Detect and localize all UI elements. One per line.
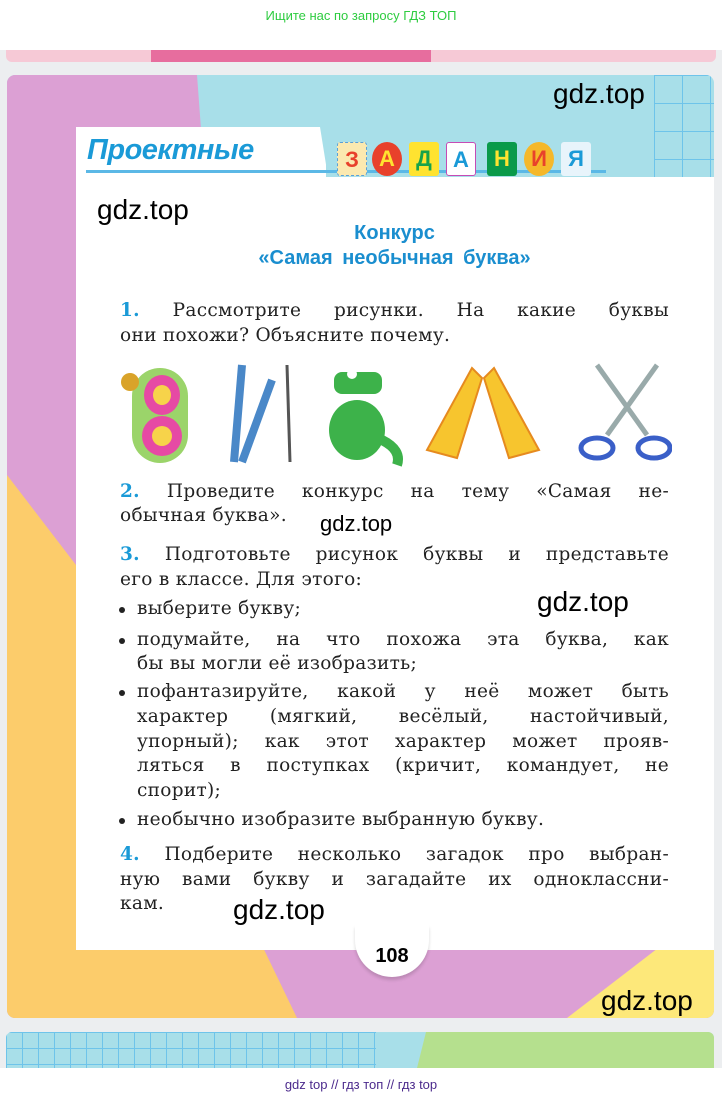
header-letter: Я xyxy=(561,142,591,176)
skis-picture xyxy=(234,365,290,462)
task-3-line: его в классе. Для этого: xyxy=(120,569,363,590)
caterpillar-letter-v-picture xyxy=(121,368,188,463)
bullet-line: бы вы могли её изобразить; xyxy=(137,653,418,674)
task-4-line: кам. xyxy=(120,893,165,914)
header-title: Проектные xyxy=(87,134,254,166)
header-letter: Д xyxy=(409,142,439,176)
page-number: 108 xyxy=(355,925,429,977)
previous-page-edge xyxy=(6,50,716,62)
footer-links[interactable]: gdz top // гдз топ // гдз top xyxy=(0,1068,722,1103)
task-1-line: 1. Рассмотрите рисунки. На какие буквы xyxy=(120,300,670,321)
next-page-edge xyxy=(6,1032,714,1072)
letter-pictures xyxy=(112,360,672,470)
task-number: 1. xyxy=(120,300,140,321)
header-letter: А xyxy=(446,142,476,176)
watermark: gdz.top xyxy=(601,985,693,1016)
header-letter: Н xyxy=(487,142,517,176)
header-letter: З xyxy=(337,142,367,176)
header-letter: И xyxy=(524,142,554,176)
bullet-line: пофантазируйте, какой у неё может быть xyxy=(137,681,669,702)
watermark: gdz.top xyxy=(97,194,189,225)
flippers-picture xyxy=(427,368,539,458)
watermark: gdz.top xyxy=(233,894,325,925)
bullet-line: характер (мягкий, весёлый, настойчивый, xyxy=(137,706,669,727)
watermark: gdz.top xyxy=(320,511,393,536)
task-2-line: обычная буква». xyxy=(120,505,287,526)
task-4-line: ную вами букву и загадайте их одноклассни- xyxy=(120,869,669,890)
bullet-line: ляться в поступках (кричит, командует, не xyxy=(137,755,669,776)
bullet-icon xyxy=(119,638,125,644)
bullet-icon xyxy=(119,607,125,613)
header-letter-apple: А xyxy=(372,142,402,176)
bullet-line: спорит); xyxy=(137,780,222,801)
task-2-line: 2. Проведите конкурс на тему «Самая не- xyxy=(120,481,669,502)
task-3-line: 3. Подготовьте рисунок буквы и представьте xyxy=(120,544,669,565)
bullet-icon xyxy=(119,818,125,824)
bullet-line: подумайте, на что похожа эта буква, как xyxy=(137,629,669,650)
heading-line-1: Конкурс xyxy=(354,222,435,244)
bullet-line: упорный); как этот характер может прояв- xyxy=(137,731,669,752)
task-4-line: 4. Подберите несколько загадок про выбран- xyxy=(120,844,669,865)
watermark: gdz.top xyxy=(553,78,645,109)
scissors-picture xyxy=(581,365,670,458)
watermark: gdz.top xyxy=(537,586,629,617)
bullet-icon xyxy=(119,690,125,696)
task-1-line: они похожи? Объясните почему. xyxy=(120,325,451,346)
bullet-line: необычно изобразите выбранную букву. xyxy=(137,809,545,830)
bullet-line: выберите букву; xyxy=(137,598,302,619)
heading-line-2: «Самая необычная буква» xyxy=(258,247,531,269)
crocodile-picture xyxy=(329,369,398,465)
top-banner[interactable]: Ищите нас по запросу ГДЗ ТОП xyxy=(0,0,722,50)
